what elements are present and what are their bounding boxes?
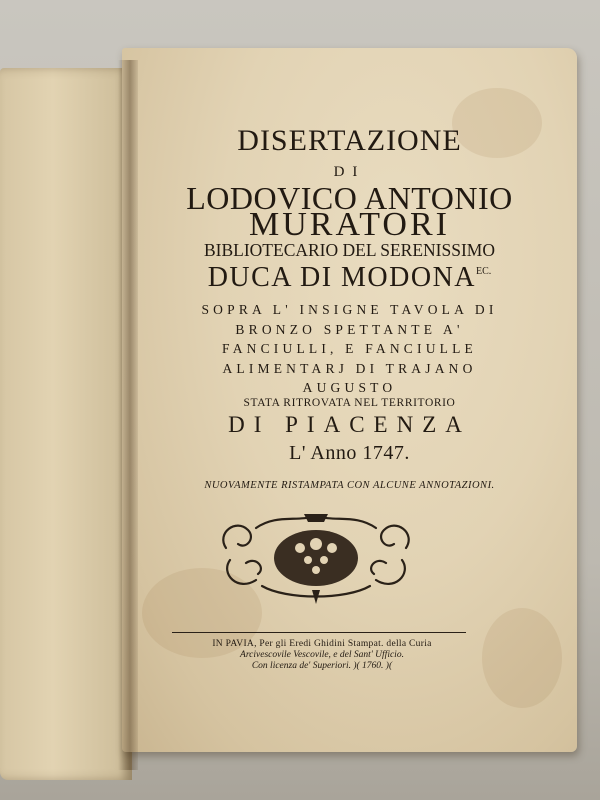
subject-block: [122, 300, 577, 398]
printers-ornament: [216, 508, 416, 608]
di-line: DI: [333, 164, 366, 180]
paper-stain: [482, 608, 562, 708]
subject-line: FANCIULLI, E FANCIULLE: [221, 341, 477, 356]
duke-title: DUCA DI MODONA: [207, 262, 477, 293]
imprint-line: Con licenza de' Superiori. )( 1760. )(: [251, 661, 393, 671]
left-page: [0, 68, 132, 780]
found-line: STATA RITROVATA NEL TERRITORIO: [243, 397, 456, 409]
duke-suffix: EC.: [476, 266, 492, 277]
author-first-name: LODOVICO ANTONIO: [186, 180, 513, 216]
year-line: L' Anno 1747.: [289, 442, 410, 464]
subject-line: BRONZO SPETTANTE A': [235, 321, 464, 337]
subject-line: SOPRA L' INSIGNE TAVOLA DI: [201, 302, 498, 317]
subject-line: AUGUSTO: [302, 380, 397, 395]
place-line: DI PIACENZA: [228, 412, 471, 437]
heading: DISERTAZIONE: [237, 124, 462, 157]
duke-line: [122, 262, 577, 294]
imprint-line: IN PAVIA, Per gli Eredi Ghidini Stampat. della Curia: [212, 639, 432, 649]
imprint-rule: [172, 632, 466, 633]
imprint-line: Arcivescovile Vescovile, e del Sant' Ufficio.: [240, 650, 404, 660]
author-last-name: MURATORI: [249, 206, 450, 243]
author-role: BIBLIOTECARIO DEL SERENISSIMO: [203, 240, 495, 260]
subject-line: ALIMENTARJ DI TRAJANO: [222, 360, 477, 376]
reprint-note: NUOVAMENTE RISTAMPATA CON ALCUNE ANNOTAZIONI.: [204, 480, 495, 491]
